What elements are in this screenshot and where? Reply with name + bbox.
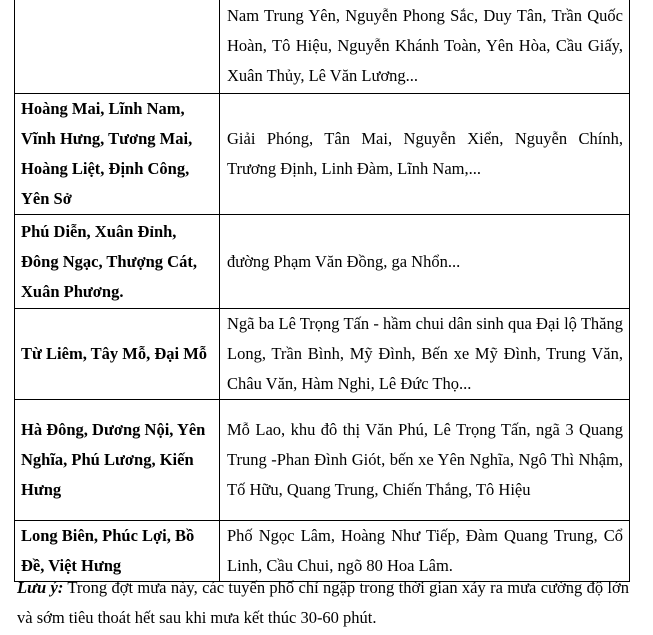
streets-cell: Ngã ba Lê Trọng Tấn - hầm chui dân sinh qua Đại lộ Thăng Long, Trần Bình, Mỹ Đình, Bến xe Mỹ Đình, Trung Văn, Châu Văn, Hàm Nghi, Lê Đức Thọ... (220, 309, 630, 400)
note-label: Lưu ý: (17, 578, 64, 597)
area-cell: Hà Đông, Dương Nội, Yên Nghĩa, Phú Lương, Kiến Hưng (15, 400, 220, 521)
table-row (15, 0, 630, 94)
area-cell: Hoàng Mai, Lĩnh Nam, Vĩnh Hưng, Tương Mai, Hoàng Liệt, Định Công, Yên Sở (15, 94, 220, 215)
area-cell: Từ Liêm, Tây Mỗ, Đại Mỗ (15, 309, 220, 400)
table-row (15, 309, 630, 400)
footnote (17, 573, 629, 633)
note-text: Trong đợt mưa này, các tuyến phố chỉ ngập trong thời gian xảy ra mưa cường độ lớn và sớm tiêu thoát hết sau khi mưa kết thúc 30-60 phút. (17, 578, 629, 627)
table-row (15, 94, 630, 215)
streets-cell: Phố Ngọc Lâm, Hoàng Như Tiếp, Đàm Quang Trung, Cổ Linh, Cầu Chui, ngõ 80 Hoa Lâm. (220, 521, 630, 582)
table-row (15, 215, 630, 309)
area-cell (15, 0, 220, 94)
flooding-streets-table (14, 0, 630, 582)
streets-cell: Nam Trung Yên, Nguyễn Phong Sắc, Duy Tân, Trần Quốc Hoàn, Tô Hiệu, Nguyễn Khánh Toàn, Yên Hòa, Cầu Giấy, Xuân Thủy, Lê Văn Lương... (220, 0, 630, 94)
streets-cell: Giải Phóng, Tân Mai, Nguyễn Xiển, Nguyễn Chính, Trương Định, Linh Đàm, Lĩnh Nam,... (220, 94, 630, 215)
table-row (15, 400, 630, 521)
streets-cell: Mỗ Lao, khu đô thị Văn Phú, Lê Trọng Tấn, ngã 3 Quang Trung -Phan Đình Giót, bến xe Yên Nghĩa, Ngô Thì Nhậm, Tố Hữu, Quang Trung, Chiến Thắng, Tô Hiệu (220, 400, 630, 521)
area-cell: Long Biên, Phúc Lợi, Bồ Đề, Việt Hưng (15, 521, 220, 582)
area-cell: Phú Diễn, Xuân Đỉnh, Đông Ngạc, Thượng Cát, Xuân Phương. (15, 215, 220, 309)
streets-cell: đường Phạm Văn Đồng, ga Nhổn... (220, 215, 630, 309)
